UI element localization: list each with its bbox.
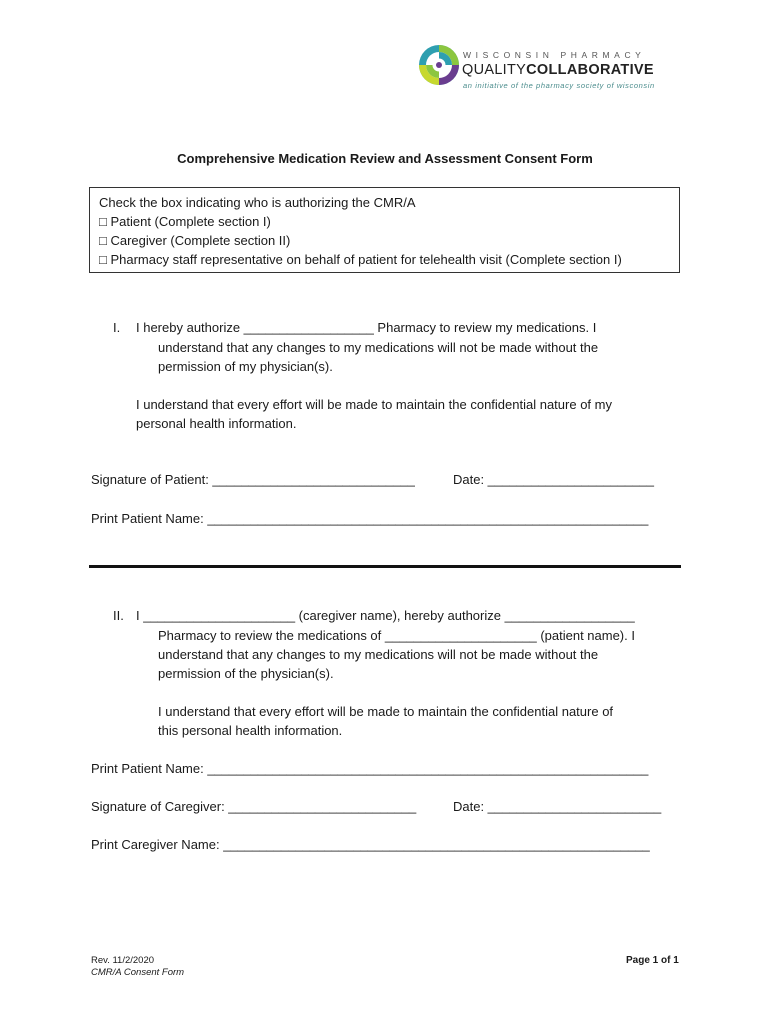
caregiver-print-patient-name-field[interactable]: Print Patient Name: _____________________________________________________________ (91, 761, 649, 776)
section-2-line-3: understand that any changes to my medications will not be made without the (158, 647, 599, 662)
page-number: Page 1 of 1 (626, 955, 679, 966)
section-2-line-2[interactable]: Pharmacy to review the medications of _____________________ (patient name). I (158, 628, 635, 643)
section-2-line-4: permission of the physician(s). (158, 666, 334, 681)
section-2-line-1[interactable]: I _____________________ (caregiver name), hereby authorize __________________ (136, 608, 635, 623)
section-2-confidential-line-2: this personal health information. (158, 723, 343, 738)
section-2-confidential-line-1: I understand that every effort will be made to maintain the confidential nature of (158, 704, 614, 719)
section-1-confidential-line-2: personal health information. (136, 416, 297, 431)
footer-rev-date: Rev. 11/2/2020 (91, 955, 155, 966)
footer-revision (91, 955, 184, 979)
caregiver-date-field[interactable]: Date: ________________________ (453, 799, 662, 814)
caregiver-print-name-field[interactable]: Print Caregiver Name: ___________________________________________________________ (91, 837, 650, 852)
logo-tagline: an initiative of the pharmacy society of wisconsin (463, 81, 655, 90)
logo-collaborative-text: COLLABORATIVE (526, 62, 654, 78)
swirl-logo-icon (418, 44, 460, 86)
logo-quality-text: QUALITY (462, 62, 527, 78)
option-patient-checkbox[interactable]: □ Patient (Complete section I) (99, 214, 271, 229)
patient-print-name-field[interactable]: Print Patient Name: _____________________________________________________________ (91, 511, 649, 526)
section-1-line-2: understand that any changes to my medications will not be made without the (158, 340, 599, 355)
section-1-line-1[interactable]: I hereby authorize __________________ Pharmacy to review my medications. I (136, 320, 597, 335)
patient-date-field[interactable]: Date: _______________________ (453, 472, 654, 487)
section-1-confidential-line-1: I understand that every effort will be made to maintain the confidential nature of my (136, 397, 612, 412)
authorization-box (89, 187, 680, 273)
section-2-numeral: II. (113, 608, 124, 623)
caregiver-signature-field[interactable]: Signature of Caregiver: __________________________ (91, 799, 417, 814)
section-1-line-3: permission of my physician(s). (158, 359, 333, 374)
option-caregiver-checkbox[interactable]: □ Caregiver (Complete section II) (99, 233, 291, 248)
logo-name (462, 62, 654, 78)
patient-signature-field[interactable]: Signature of Patient: ____________________________ (91, 472, 415, 487)
form-title: Comprehensive Medication Review and Assessment Consent Form (177, 151, 593, 166)
footer-form-name: CMR/A Consent Form (91, 967, 185, 978)
logo-top-text: WISCONSIN PHARMACY (463, 50, 646, 60)
authorization-heading: Check the box indicating who is authorizing the CMR/A (99, 195, 416, 210)
option-pharmacy-staff-checkbox[interactable]: □ Pharmacy staff representative on behalf of patient for telehealth visit (Complete section I) (99, 252, 622, 267)
section-divider (89, 565, 681, 568)
section-1-numeral: I. (113, 320, 121, 335)
